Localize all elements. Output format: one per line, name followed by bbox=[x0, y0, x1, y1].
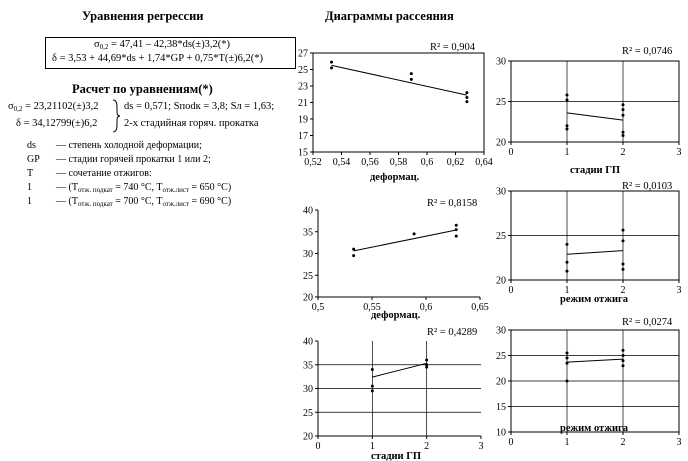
x-tick-label: 0 bbox=[508, 285, 514, 296]
data-point bbox=[622, 131, 625, 134]
data-point bbox=[352, 248, 355, 251]
plot-frame bbox=[313, 53, 484, 152]
calc-sigma-result: $\sigma_{0,2} = 23,21102(\pm)3,2$ bbox=[8, 101, 99, 113]
x-tick-label: 3 bbox=[676, 437, 682, 448]
y-tick-label: 25 bbox=[496, 231, 506, 242]
data-point bbox=[622, 229, 625, 232]
calc-delta-result: δ = 34,12799(±)6,2 bbox=[16, 118, 98, 129]
trend-line bbox=[567, 251, 623, 255]
trend-line bbox=[354, 230, 457, 251]
x-axis-label: стадии ГП bbox=[371, 451, 422, 461]
x-tick-label: 3 bbox=[478, 441, 484, 452]
x-tick-label: 0,62 bbox=[446, 157, 465, 168]
x-tick-label: 0 bbox=[508, 147, 514, 158]
data-point bbox=[622, 114, 625, 117]
legend-key: 1 bbox=[27, 182, 32, 193]
data-point bbox=[566, 380, 569, 383]
trend-line bbox=[567, 359, 623, 362]
x-tick-label: 0,6 bbox=[419, 302, 433, 313]
scatter-chart-3 bbox=[303, 198, 489, 321]
x-tick-label: 0,65 bbox=[471, 302, 489, 313]
x-tick-label: 1 bbox=[564, 437, 570, 448]
r-squared-label: R² = 0,904 bbox=[430, 42, 475, 53]
regression-title: Уравнения регрессии bbox=[82, 9, 204, 23]
x-tick-label: 3 bbox=[676, 147, 682, 158]
data-point bbox=[566, 94, 569, 97]
legend-text: — стадии горячей прокатки 1 или 2; bbox=[56, 154, 211, 165]
data-point bbox=[622, 103, 625, 106]
x-tick-label: 0 bbox=[508, 437, 514, 448]
data-point bbox=[622, 354, 625, 357]
legend-key: T bbox=[27, 168, 34, 179]
x-tick-label: 0,64 bbox=[475, 157, 493, 168]
r-squared-label: R² = 0,0103 bbox=[622, 181, 673, 192]
data-point bbox=[371, 385, 374, 388]
data-point bbox=[465, 96, 468, 99]
legend-text: — ($T_{отж. подкат} = 700$ °C, $T_{отж.лист} = 690$ °C) bbox=[56, 196, 232, 208]
y-tick-label: 40 bbox=[303, 336, 313, 348]
scatter-chart-2 bbox=[496, 46, 682, 176]
regression-equation-sigma: $\sigma_{0,2} = 47,41 - 42,38*ds(\pm)3,2(*)$ bbox=[94, 39, 231, 51]
x-tick-label: 0,58 bbox=[389, 157, 408, 168]
y-tick-label: 15 bbox=[298, 147, 308, 159]
y-tick-label: 25 bbox=[303, 407, 313, 419]
legend-key: 1 bbox=[27, 196, 32, 207]
data-point bbox=[622, 108, 625, 111]
x-tick-label: 0,55 bbox=[363, 302, 381, 313]
data-point bbox=[410, 78, 413, 81]
scatter-chart-5 bbox=[303, 327, 484, 461]
scatter-chart-1 bbox=[298, 42, 493, 183]
x-tick-label: 0,56 bbox=[361, 157, 379, 168]
x-axis-label: деформац. bbox=[371, 310, 421, 321]
diagrams-title: Диаграммы рассеяния bbox=[325, 9, 454, 23]
legend-text: — сочетание отжигов: bbox=[56, 168, 152, 179]
y-tick-label: 19 bbox=[298, 114, 308, 126]
x-tick-label: 1 bbox=[564, 285, 570, 296]
legend-key: ds bbox=[27, 140, 36, 151]
data-point bbox=[465, 100, 468, 103]
data-point bbox=[566, 357, 569, 360]
data-point bbox=[330, 61, 333, 64]
x-tick-label: 1 bbox=[369, 441, 375, 452]
y-tick-label: 25 bbox=[303, 270, 313, 282]
data-point bbox=[330, 66, 333, 69]
y-tick-label: 30 bbox=[303, 249, 313, 260]
x-tick-label: 0,6 bbox=[420, 157, 434, 168]
data-point bbox=[622, 268, 625, 271]
x-tick-label: 0,52 bbox=[304, 157, 322, 168]
legend-key: GP bbox=[27, 154, 40, 165]
x-tick-label: 0,5 bbox=[311, 302, 325, 313]
x-tick-label: 2 bbox=[424, 441, 430, 452]
data-point bbox=[622, 262, 625, 265]
y-tick-label: 27 bbox=[298, 48, 308, 60]
data-point bbox=[566, 270, 569, 273]
calc-stage: 2-х стадийная горяч. прокатка bbox=[124, 118, 259, 129]
data-point bbox=[455, 235, 458, 238]
data-point bbox=[622, 239, 625, 242]
data-point bbox=[465, 91, 468, 94]
data-point bbox=[566, 98, 569, 101]
x-axis-label: режим отжига bbox=[560, 294, 629, 305]
r-squared-label: R² = 0,4289 bbox=[427, 327, 478, 338]
x-tick-label: 2 bbox=[620, 437, 626, 448]
data-point bbox=[566, 351, 569, 354]
y-tick-label: 23 bbox=[298, 81, 308, 93]
calc-title: Расчет по уравнениям(*) bbox=[72, 82, 213, 96]
y-tick-label: 40 bbox=[303, 205, 313, 217]
y-tick-label: 30 bbox=[303, 384, 313, 395]
data-point bbox=[622, 134, 625, 137]
data-point bbox=[622, 349, 625, 352]
data-point bbox=[425, 366, 428, 369]
y-tick-label: 15 bbox=[496, 402, 506, 413]
x-tick-label: 0 bbox=[315, 441, 321, 452]
trend-line bbox=[372, 363, 426, 377]
y-tick-label: 35 bbox=[303, 360, 313, 372]
data-point bbox=[622, 364, 625, 367]
y-tick-label: 35 bbox=[303, 227, 313, 239]
data-point bbox=[566, 124, 569, 127]
y-tick-label: 25 bbox=[496, 351, 506, 362]
data-point bbox=[566, 128, 569, 131]
data-point bbox=[566, 261, 569, 264]
x-axis-label: режим отжига bbox=[560, 423, 629, 434]
x-tick-label: 2 bbox=[620, 285, 626, 296]
legend-text: — степень холодной деформации; bbox=[56, 140, 202, 151]
calc-params: ds = 0,571; Sпodк = 3,8; Sл = 1,63; bbox=[124, 101, 275, 112]
data-point bbox=[622, 359, 625, 362]
x-tick-label: 0,54 bbox=[332, 157, 351, 168]
x-tick-label: 1 bbox=[564, 147, 570, 158]
legend-text: — ($T_{отж. подкат} = 740$ °C, $T_{отж.лист} = 650$ °C) bbox=[56, 182, 232, 194]
regression-equation-delta: δ = 3,53 + 44,69*ds + 1,74*GP + 0,75*T(±)6,2(*) bbox=[52, 53, 264, 64]
scatter-chart-4 bbox=[496, 181, 682, 305]
y-tick-label: 30 bbox=[496, 325, 506, 337]
y-tick-label: 20 bbox=[303, 292, 313, 304]
x-axis-label: деформац. bbox=[370, 172, 420, 183]
x-axis-label: стадии ГП bbox=[570, 165, 621, 176]
y-tick-label: 25 bbox=[496, 97, 506, 108]
trend-line bbox=[332, 65, 467, 95]
data-point bbox=[413, 232, 416, 235]
y-tick-label: 20 bbox=[496, 137, 506, 149]
r-squared-label: R² = 0,0746 bbox=[622, 46, 673, 57]
data-point bbox=[566, 362, 569, 365]
trend-line bbox=[567, 113, 623, 120]
y-tick-label: 10 bbox=[496, 427, 506, 439]
y-tick-label: 30 bbox=[496, 56, 506, 68]
data-point bbox=[566, 243, 569, 246]
data-point bbox=[410, 72, 413, 75]
y-tick-label: 20 bbox=[496, 376, 506, 388]
y-tick-label: 20 bbox=[496, 275, 506, 287]
data-point bbox=[455, 228, 458, 231]
data-point bbox=[352, 254, 355, 257]
y-tick-label: 25 bbox=[298, 65, 308, 76]
y-tick-label: 30 bbox=[496, 186, 506, 198]
x-tick-label: 3 bbox=[676, 285, 682, 296]
data-point bbox=[455, 224, 458, 227]
scatter-chart-6 bbox=[496, 317, 682, 448]
data-point bbox=[371, 368, 374, 371]
y-tick-label: 20 bbox=[303, 431, 313, 443]
r-squared-label: R² = 0,0274 bbox=[622, 317, 673, 328]
x-tick-label: 2 bbox=[620, 147, 626, 158]
data-point bbox=[371, 389, 374, 392]
data-point bbox=[425, 359, 428, 362]
y-tick-label: 17 bbox=[298, 131, 308, 142]
r-squared-label: R² = 0,8158 bbox=[427, 198, 478, 209]
y-tick-label: 21 bbox=[298, 98, 308, 109]
